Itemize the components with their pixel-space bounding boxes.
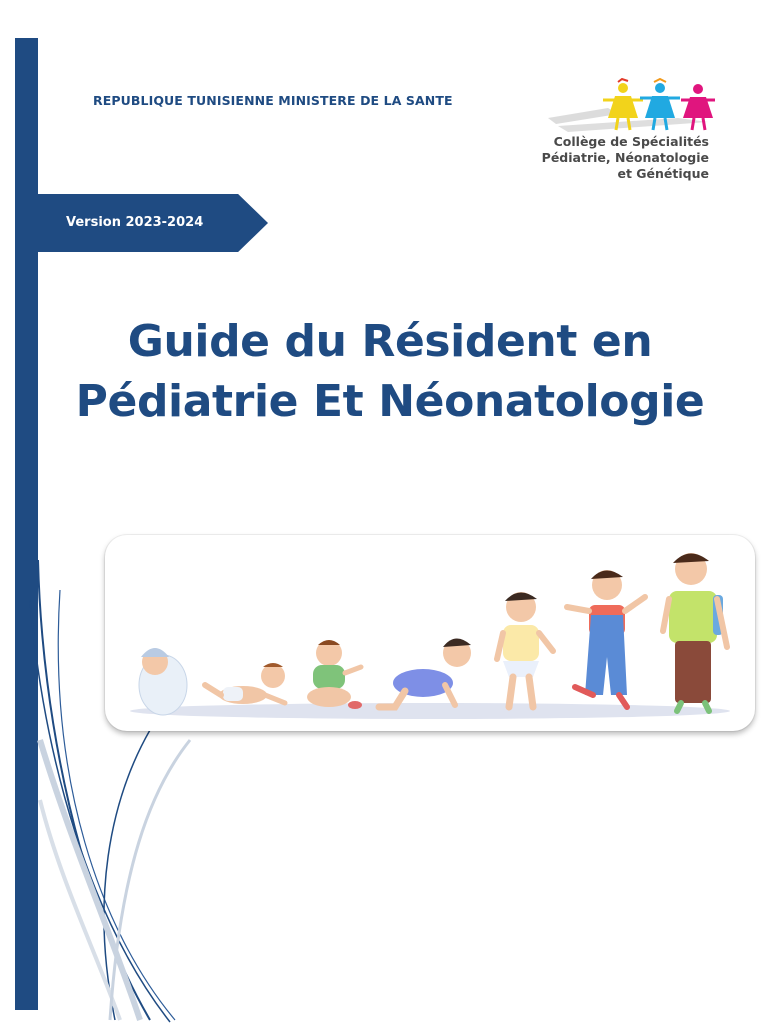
college-name-line3: et Génétique (617, 166, 709, 181)
crawling-baby-figure (379, 638, 471, 707)
child-overalls-figure (567, 570, 645, 707)
college-name (542, 134, 709, 182)
title-line1: Guide du Résident en (127, 316, 653, 367)
lying-baby-figure (205, 663, 285, 704)
newborn-figure (139, 648, 187, 715)
children-figures-icon (548, 78, 715, 136)
growth-illustration-card (105, 535, 755, 731)
version-label: Version 2023-2024 (66, 215, 204, 230)
toddler-figure (497, 592, 553, 707)
title-line2: Pédiatrie Et Néonatologie (75, 376, 705, 427)
document-title (40, 312, 740, 432)
college-name-line2: Pédiatrie, Néonatologie (541, 150, 709, 165)
ministry-heading: REPUBLIQUE TUNISIENNE MINISTERE DE LA SANTE (93, 93, 453, 108)
sitting-baby-figure (307, 640, 362, 709)
college-name-line1: Collège de Spécialités (553, 134, 709, 149)
school-child-figure (663, 553, 727, 711)
college-logo (540, 78, 715, 190)
child-growth-stages-illustration (105, 535, 755, 731)
